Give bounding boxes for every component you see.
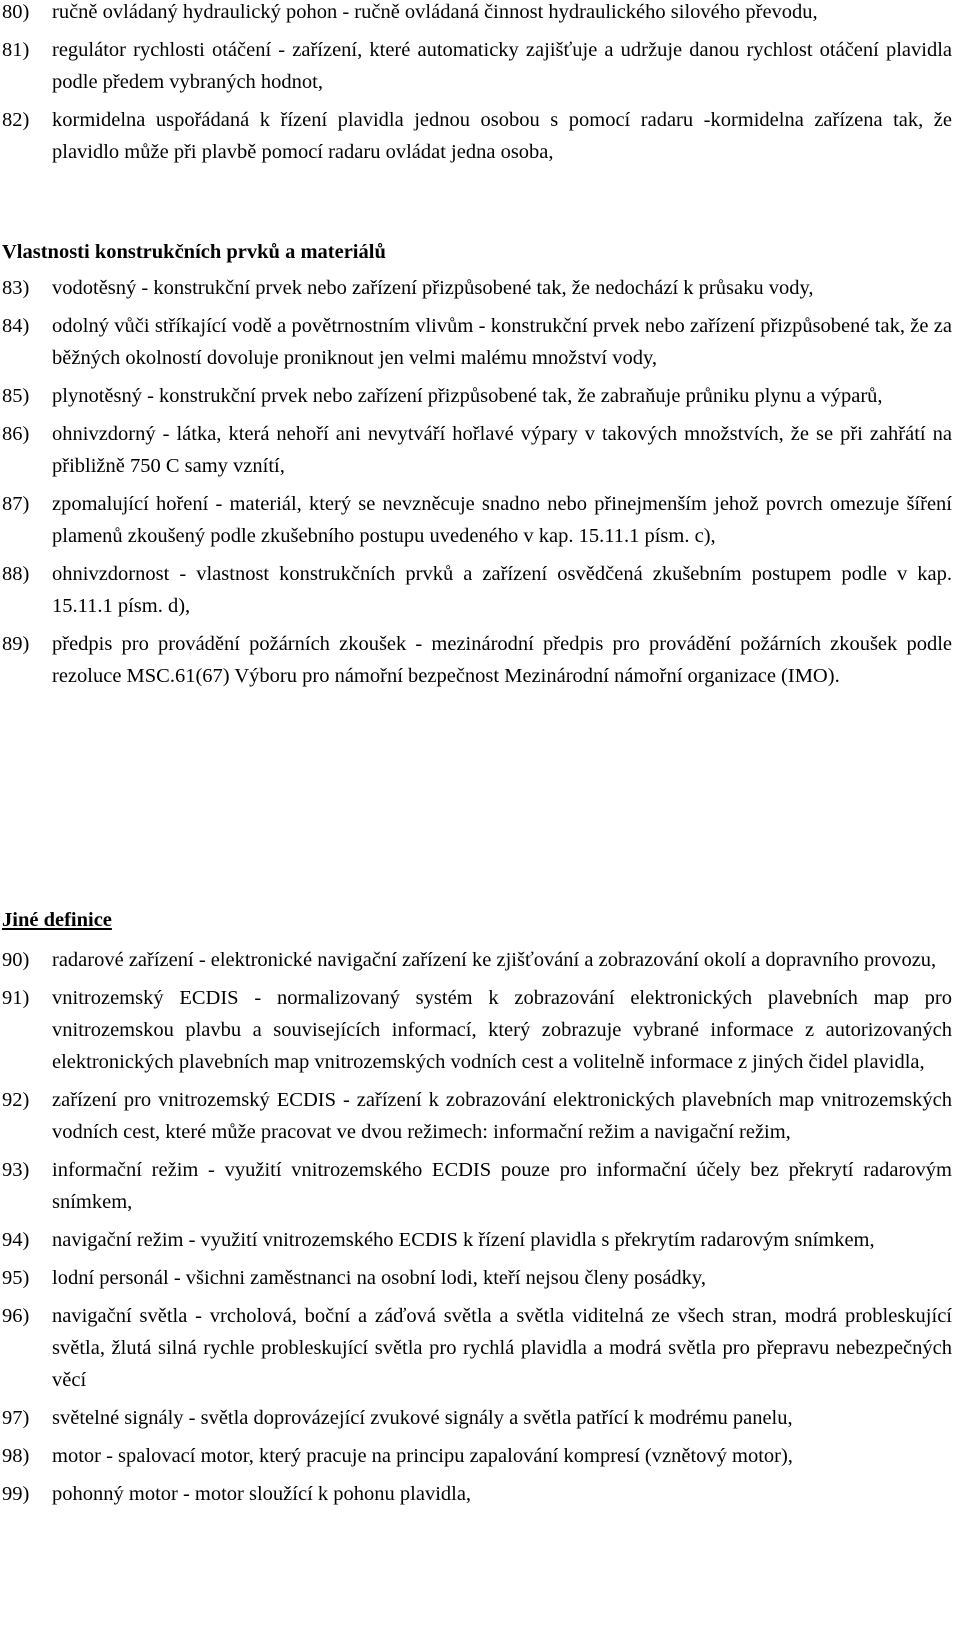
- section-heading-properties: Vlastnosti konstrukčních prvků a materiálů: [2, 241, 386, 263]
- item-number: 86): [2, 423, 30, 445]
- item-number: 99): [2, 1483, 30, 1505]
- item-text: lodní personál - všichni zaměstnanci na osobní lodi, kteří nejsou členy posádky,: [52, 1267, 706, 1289]
- definition-item-97: [0, 1402, 952, 1434]
- item-text: světelné signály - světla doprovázející zvukové signály a světla patřící k modrému panelu,: [52, 1407, 793, 1429]
- item-number: 84): [2, 315, 30, 337]
- definition-item-91: [0, 982, 952, 1078]
- item-text: ručně ovládaný hydraulický pohon - ručně ovládaná činnost hydraulického silového převodu,: [52, 1, 818, 23]
- item-text: zařízení pro vnitrozemský ECDIS - zařízení k zobrazování elektronických plavebních map vnitrozemských vodních cest, které může pracovat ve dvou režimech: informační režim a navigační režim,: [52, 1089, 952, 1143]
- item-text: motor - spalovací motor, který pracuje na principu zapalování kompresí (vznětový motor),: [52, 1445, 793, 1467]
- item-text: navigační režim - využití vnitrozemského ECDIS k řízení plavidla s překrytím radarovým snímkem,: [52, 1229, 875, 1251]
- definition-item-80: [0, 0, 952, 28]
- definition-item-87: [0, 488, 952, 552]
- item-number: 93): [2, 1159, 30, 1181]
- item-text: ohnivzdorný - látka, která nehoří ani nevytváří hořlavé výpary v takových množstvích, že se při zahřátí na přibližně 750 C samy vznítí,: [52, 423, 952, 477]
- definition-item-92: [0, 1084, 952, 1148]
- item-number: 87): [2, 493, 30, 515]
- item-number: 83): [2, 277, 30, 299]
- item-text: kormidelna uspořádaná k řízení plavidla jednou osobou s pomocí radaru -kormidelna zařízena tak, že plavidlo může při plavbě pomocí radaru ovládat jedna osoba,: [52, 109, 952, 163]
- item-text: plynotěsný - konstrukční prvek nebo zařízení přizpůsobené tak, že zabraňuje průniku plynu a výparů,: [52, 385, 883, 407]
- item-number: 97): [2, 1407, 30, 1429]
- definitions-block-1: [0, 0, 956, 168]
- item-text: vodotěsný - konstrukční prvek nebo zařízení přizpůsobené tak, že nedochází k průsaku vody,: [52, 277, 814, 299]
- item-number: 95): [2, 1267, 30, 1289]
- item-text: informační režim - využití vnitrozemského ECDIS pouze pro informační účely bez překrytí radarovým snímkem,: [52, 1159, 952, 1213]
- definition-item-88: [0, 558, 952, 622]
- definition-item-94: [0, 1224, 952, 1256]
- definition-item-82: [0, 104, 952, 168]
- section-heading-other-definitions: Jiné definice: [2, 909, 112, 931]
- item-text: vnitrozemský ECDIS - normalizovaný systém k zobrazování elektronických plavebních map pro vnitrozemskou plavbu a souvisejících informací, který zobrazuje vybrané informace z autorizovaných elektronických plavebních map vnitrozemských vodních cest a volitelně informace z jiných čidel plavidla,: [52, 987, 952, 1073]
- definition-item-93: [0, 1154, 952, 1218]
- definitions-block-3: [0, 944, 956, 1510]
- item-text: zpomalující hoření - materiál, který se nevzněcuje snadno nebo přinejmenším jehož povrch omezuje šíření plamenů zkoušený podle zkušebního postupu uvedeného v kap. 15.11.1 písm. c),: [52, 493, 952, 547]
- definition-item-98: [0, 1440, 952, 1472]
- item-text: odolný vůči stříkající vodě a povětrnostním vlivům - konstrukční prvek nebo zařízení přizpůsobené tak, že za běžných okolností dovoluje proniknout jen velmi malému množství vody,: [52, 315, 952, 369]
- definition-item-81: [0, 34, 952, 98]
- definition-item-85: [0, 380, 952, 412]
- definition-item-99: [0, 1478, 952, 1510]
- definition-item-86: [0, 418, 952, 482]
- item-text: předpis pro provádění požárních zkoušek - mezinárodní předpis pro provádění požárních zkoušek podle rezoluce MSC.61(67) Výboru pro námořní bezpečnost Mezinárodní námořní organizace (IMO).: [52, 633, 952, 687]
- definition-item-95: [0, 1262, 952, 1294]
- definition-item-84: [0, 310, 952, 374]
- item-number: 88): [2, 563, 30, 585]
- item-text: pohonný motor - motor sloužící k pohonu plavidla,: [52, 1483, 472, 1505]
- item-text: navigační světla - vrcholová, boční a záďová světla a světla viditelná ze všech stran, modrá probleskující světla, žlutá silná rychle probleskující světla pro rychlá plavidla a modrá světla pro přepravu nebezpečných věcí: [52, 1305, 952, 1391]
- item-text: radarové zařízení - elektronické navigační zařízení ke zjišťování a zobrazování okolí a dopravního provozu,: [52, 949, 937, 971]
- item-number: 89): [2, 633, 30, 655]
- definitions-block-2: [0, 272, 956, 692]
- item-number: 82): [2, 109, 30, 131]
- item-number: 81): [2, 39, 30, 61]
- item-number: 85): [2, 385, 30, 407]
- item-text: regulátor rychlosti otáčení - zařízení, které automaticky zajišťuje a udržuje danou rychlost otáčení plavidla podle předem vybraných hodnot,: [52, 39, 952, 93]
- definition-item-90: [0, 944, 952, 976]
- item-number: 91): [2, 987, 30, 1009]
- item-number: 96): [2, 1305, 30, 1327]
- definition-item-96: [0, 1300, 952, 1396]
- item-number: 94): [2, 1229, 30, 1251]
- item-number: 80): [2, 1, 30, 23]
- item-text: ohnivzdornost - vlastnost konstrukčních prvků a zařízení osvědčená zkušebním postupem podle v kap. 15.11.1 písm. d),: [52, 563, 952, 617]
- definition-item-83: [0, 272, 952, 304]
- definition-item-89: [0, 628, 952, 692]
- item-number: 98): [2, 1445, 30, 1467]
- item-number: 90): [2, 949, 30, 971]
- item-number: 92): [2, 1089, 30, 1111]
